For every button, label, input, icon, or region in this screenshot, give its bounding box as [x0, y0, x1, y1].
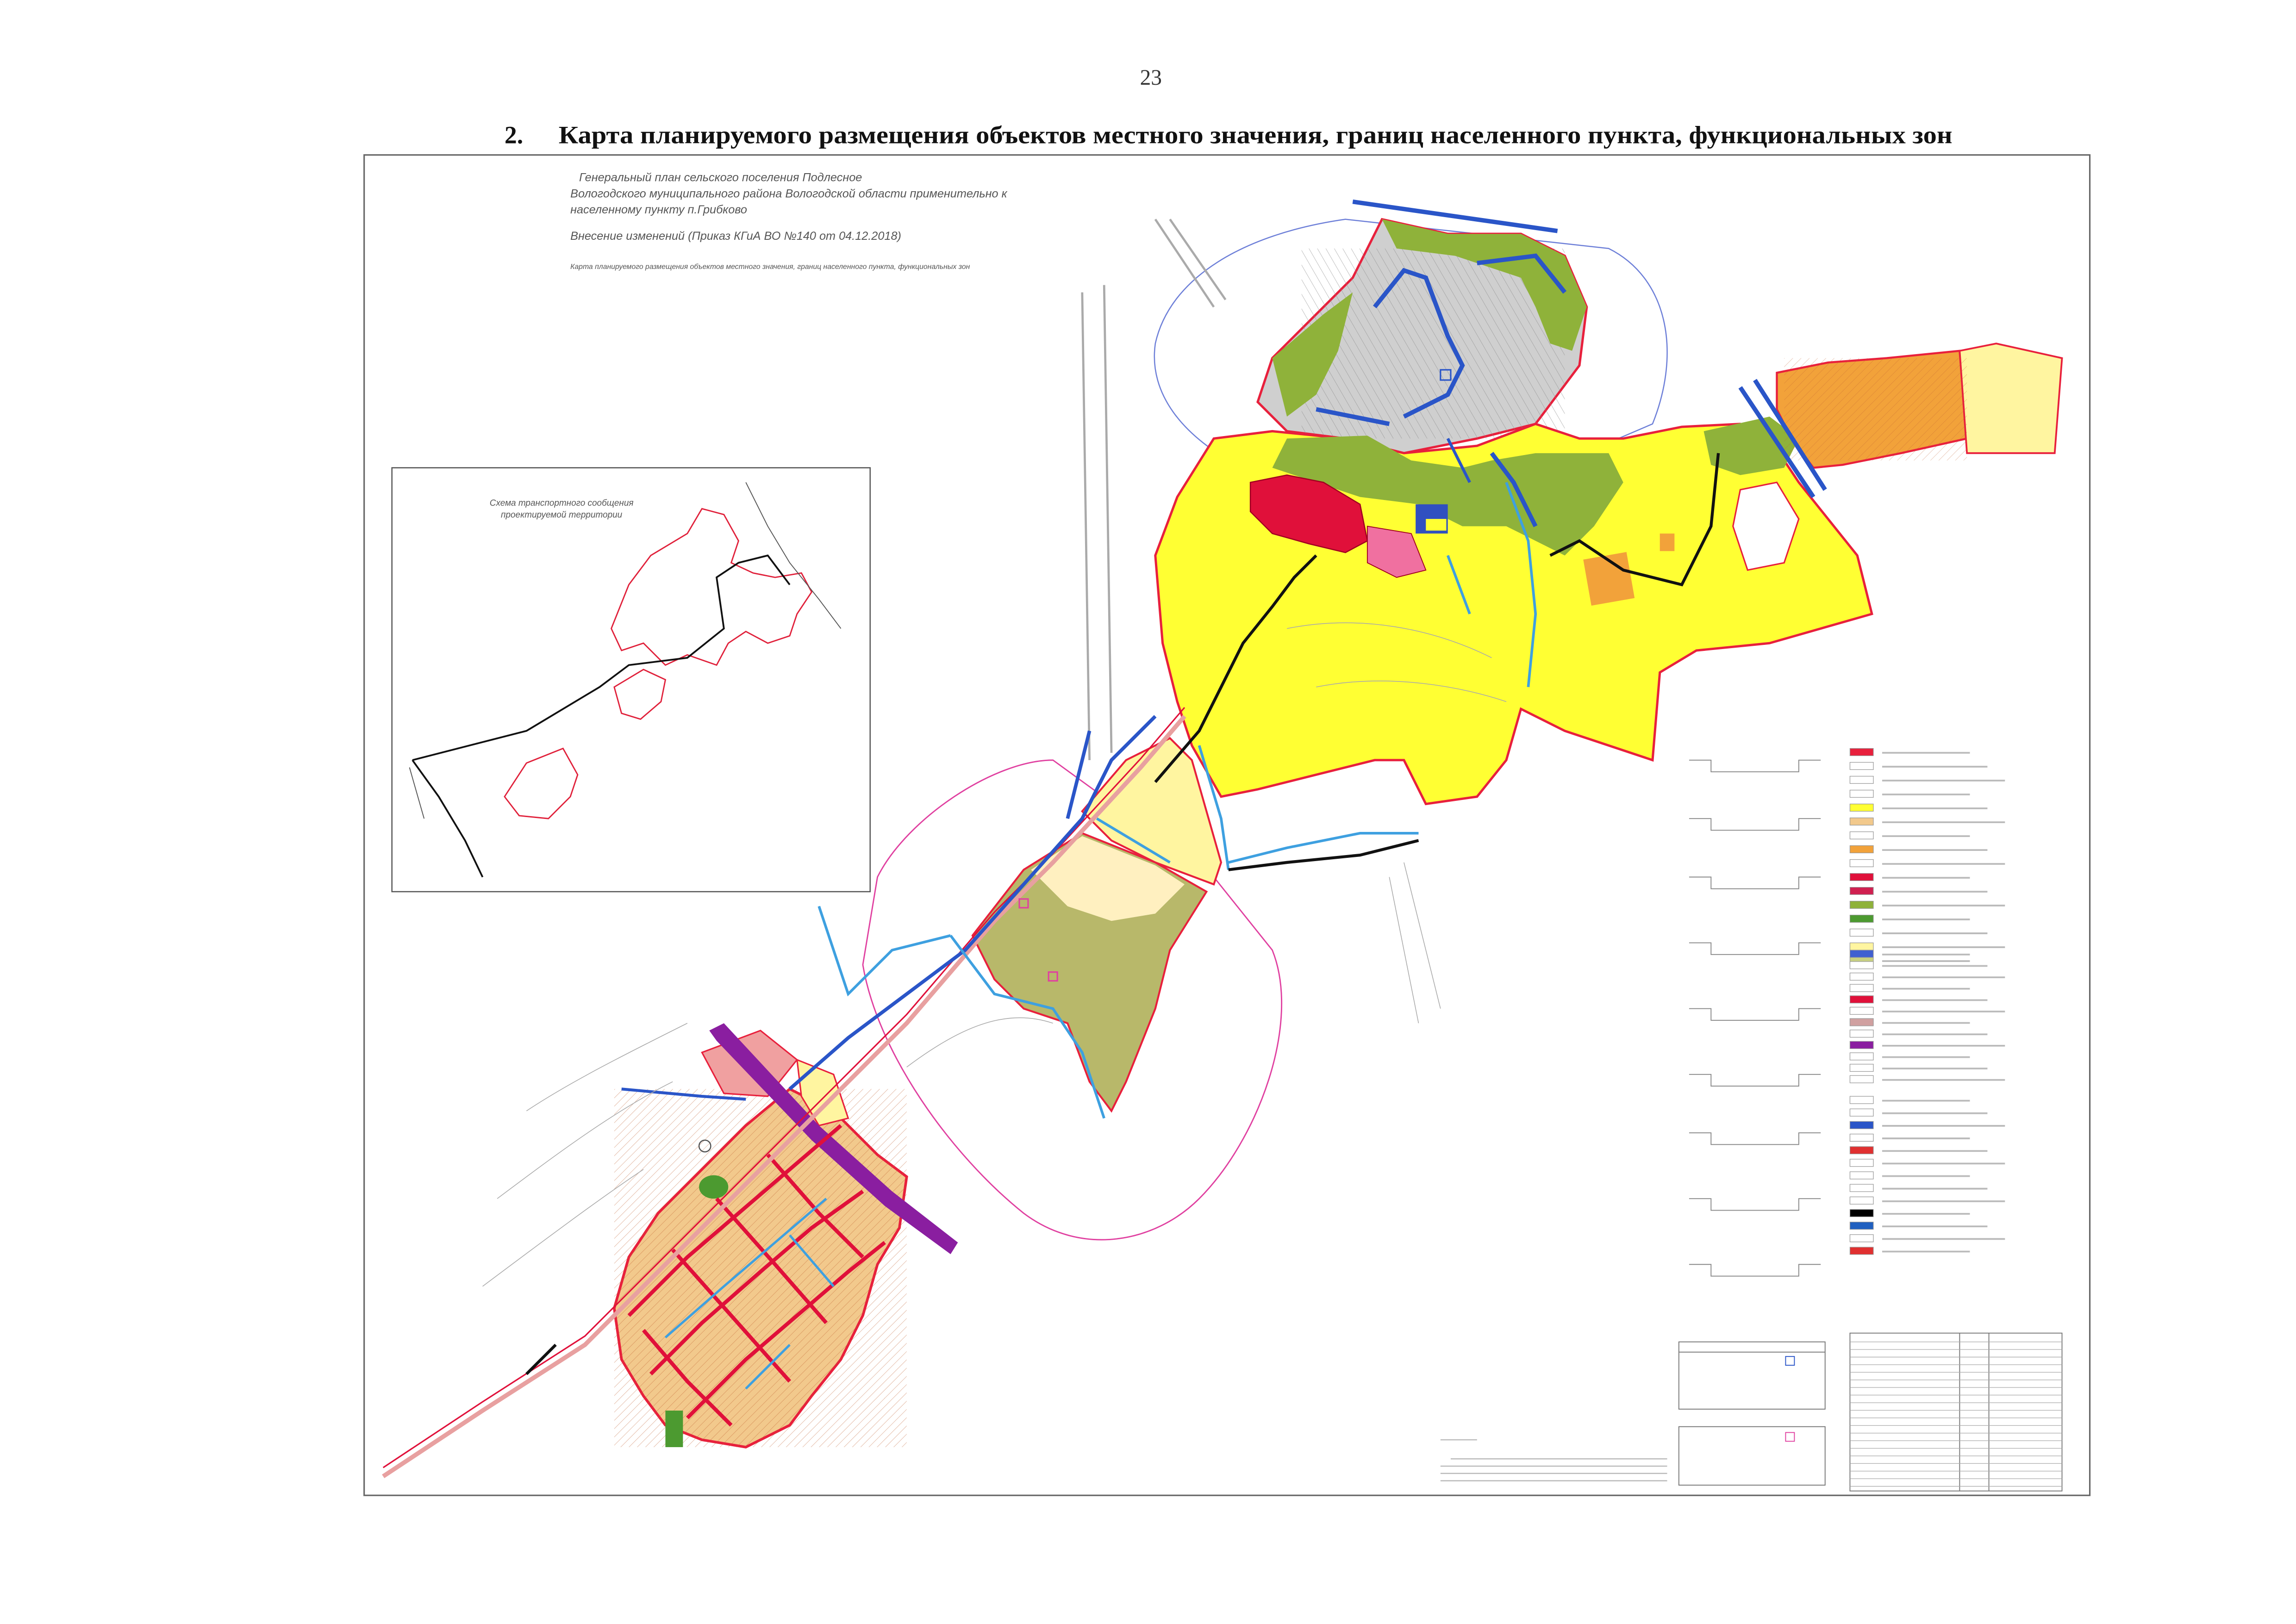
page-number: 23	[1140, 66, 1162, 90]
legend-a-swatch	[1850, 818, 1873, 825]
map-header-line3: населенному пункту п.Грибково	[570, 203, 747, 216]
zone-light-yellow-east	[1959, 344, 2062, 453]
legend-b-swatch	[1850, 996, 1873, 1003]
legend-c-swatch	[1850, 1210, 1873, 1217]
legend-b-swatch	[1850, 984, 1873, 992]
legend-a-swatch	[1850, 943, 1873, 950]
legend-b-swatch	[1850, 950, 1873, 957]
section-title: Карта планируемого размещения объектов местного значения, границ населенного пункта, функциональных зон	[558, 121, 1953, 149]
orange-hatch-east	[1784, 358, 1967, 461]
legend-c-swatch	[1850, 1247, 1873, 1255]
legend-a-swatch	[1850, 915, 1873, 923]
legend-b-swatch	[1850, 1064, 1873, 1072]
inset-title-line2: проектируемой территории	[501, 510, 623, 520]
legend-a-swatch	[1850, 749, 1873, 756]
legend-b-swatch	[1850, 1030, 1873, 1037]
legend-a-swatch	[1850, 776, 1873, 784]
map-header-subtitle: Карта планируемого размещения объектов местного значения, границ населенного пункта, функциональных зон	[570, 262, 970, 271]
legend-a-swatch	[1850, 846, 1873, 853]
legend-c-swatch	[1850, 1121, 1873, 1129]
inset-transport-scheme	[392, 468, 870, 892]
legend-c-swatch	[1850, 1147, 1873, 1154]
section-number: 2.	[504, 121, 524, 149]
legend-a-swatch	[1850, 929, 1873, 937]
legend-a-swatch	[1850, 790, 1873, 798]
legend-c-swatch	[1850, 1197, 1873, 1204]
zone-orange-plot-2	[1660, 533, 1675, 551]
legend-a-swatch	[1850, 887, 1873, 895]
legend-b-swatch	[1850, 1053, 1873, 1060]
legend-a-swatch	[1850, 901, 1873, 909]
legend-c-swatch	[1850, 1222, 1873, 1230]
legend-b-swatch	[1850, 1041, 1873, 1049]
legend-a-swatch	[1850, 860, 1873, 867]
legend-a-swatch	[1850, 874, 1873, 881]
legend-b-swatch	[1850, 1007, 1873, 1015]
map-header-line2: Вологодского муниципального района Вологодской области применительно к	[570, 187, 1007, 200]
legend-b-swatch	[1850, 1075, 1873, 1083]
zone-yellow-block	[1426, 519, 1446, 531]
inset-title-line1: Схема транспортного сообщения	[489, 498, 634, 508]
zone-green-strip	[665, 1411, 683, 1447]
legend-b-swatch	[1850, 962, 1873, 969]
legend-c-swatch	[1850, 1159, 1873, 1167]
legend-c-swatch	[1850, 1235, 1873, 1242]
legend-a-swatch	[1850, 762, 1873, 770]
legend-c-swatch	[1850, 1096, 1873, 1104]
map-header-amendment: Внесение изменений (Приказ КГиА ВО №140 от 04.12.2018)	[570, 229, 901, 243]
legend-b-swatch	[1850, 973, 1873, 981]
legend-c-swatch	[1850, 1109, 1873, 1116]
legend-c-swatch	[1850, 1172, 1873, 1179]
zone-green-pond	[699, 1175, 728, 1199]
legend-a-swatch	[1850, 832, 1873, 839]
map-header-line1: Генеральный план сельского поселения Подлесное	[579, 171, 862, 184]
legend-a-swatch	[1850, 804, 1873, 812]
legend-c-swatch	[1850, 1134, 1873, 1142]
inset-frame	[392, 468, 870, 892]
legend-c-swatch	[1850, 1184, 1873, 1192]
legend-b-swatch	[1850, 1018, 1873, 1026]
residential-sw-hatch	[614, 1089, 907, 1447]
